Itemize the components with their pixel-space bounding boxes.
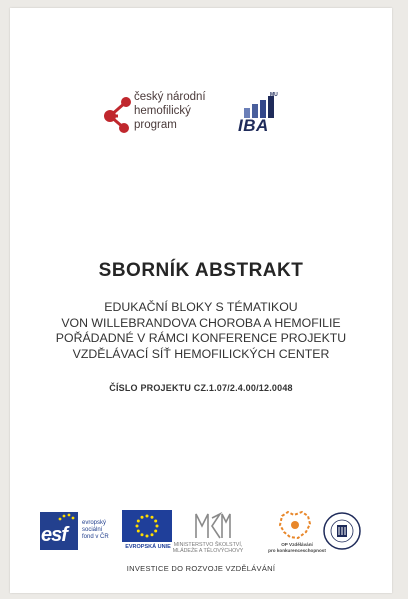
subtitle-line: EDUKAČNÍ BLOKY S TÉMATIKOU [104,300,298,314]
eu-logo [122,510,174,556]
msmt-line: MINISTERSTVO ŠKOLSTVÍ, [173,542,243,548]
subtitle-line: VON WILLEBRANDOVA CHOROBA A HEMOFILIE [61,315,341,330]
op-line: OP Vzdělávání [281,542,313,547]
subtitle-line: POŘÁDADNÉ V RÁMCI KONFERENCE PROJEKTU [55,331,347,345]
document-page [10,8,392,593]
eu-label: EVROPSKÁ UNIE [125,544,171,550]
op-mark-icon [264,508,330,542]
cnhp-line: český národní [134,91,206,103]
muni-seal-icon [322,511,362,551]
cnhp-logo [102,90,222,142]
esf-mark [40,512,78,550]
cnhp-logo-text [134,90,229,132]
msmt-line: MLÁDEŽE A TĚLOVÝCHOVY [172,548,244,555]
cnhp-line: program [134,119,177,131]
molecule-icon [102,96,134,134]
footer-text: INVESTICE DO ROZVOJE VZDĚLÁVÁNÍ [126,564,276,573]
iba-logo [238,92,288,136]
msmt-logo [168,508,248,556]
msmt-label [168,542,248,554]
iba-badge: MU [270,92,278,98]
esf-line: fond v ČR [82,534,109,541]
op-logo [264,508,330,556]
msmt-mark-icon [168,508,248,542]
esf-line: evropský [82,520,107,526]
op-line: pro konkurenceschopnost [268,547,326,553]
iba-logo-text: IBA [238,116,269,135]
esf-line: sociální [82,527,103,534]
esf-logo [40,508,122,556]
subtitle-line: VZDĚLÁVACÍ SÍŤ HEMOFILICKÝCH CENTER [72,346,330,361]
project-number: ČÍSLO PROJEKTU CZ.1.07/2.4.00/12.0048 [109,383,293,393]
cnhp-line: hemofilický [134,105,191,117]
eu-flag-icon [122,510,172,542]
document-subtitle [10,300,392,362]
esf-mark-text: esf [41,524,67,546]
op-label [264,542,330,553]
document-title: SBORNÍK ABSTRAKT [98,260,304,281]
